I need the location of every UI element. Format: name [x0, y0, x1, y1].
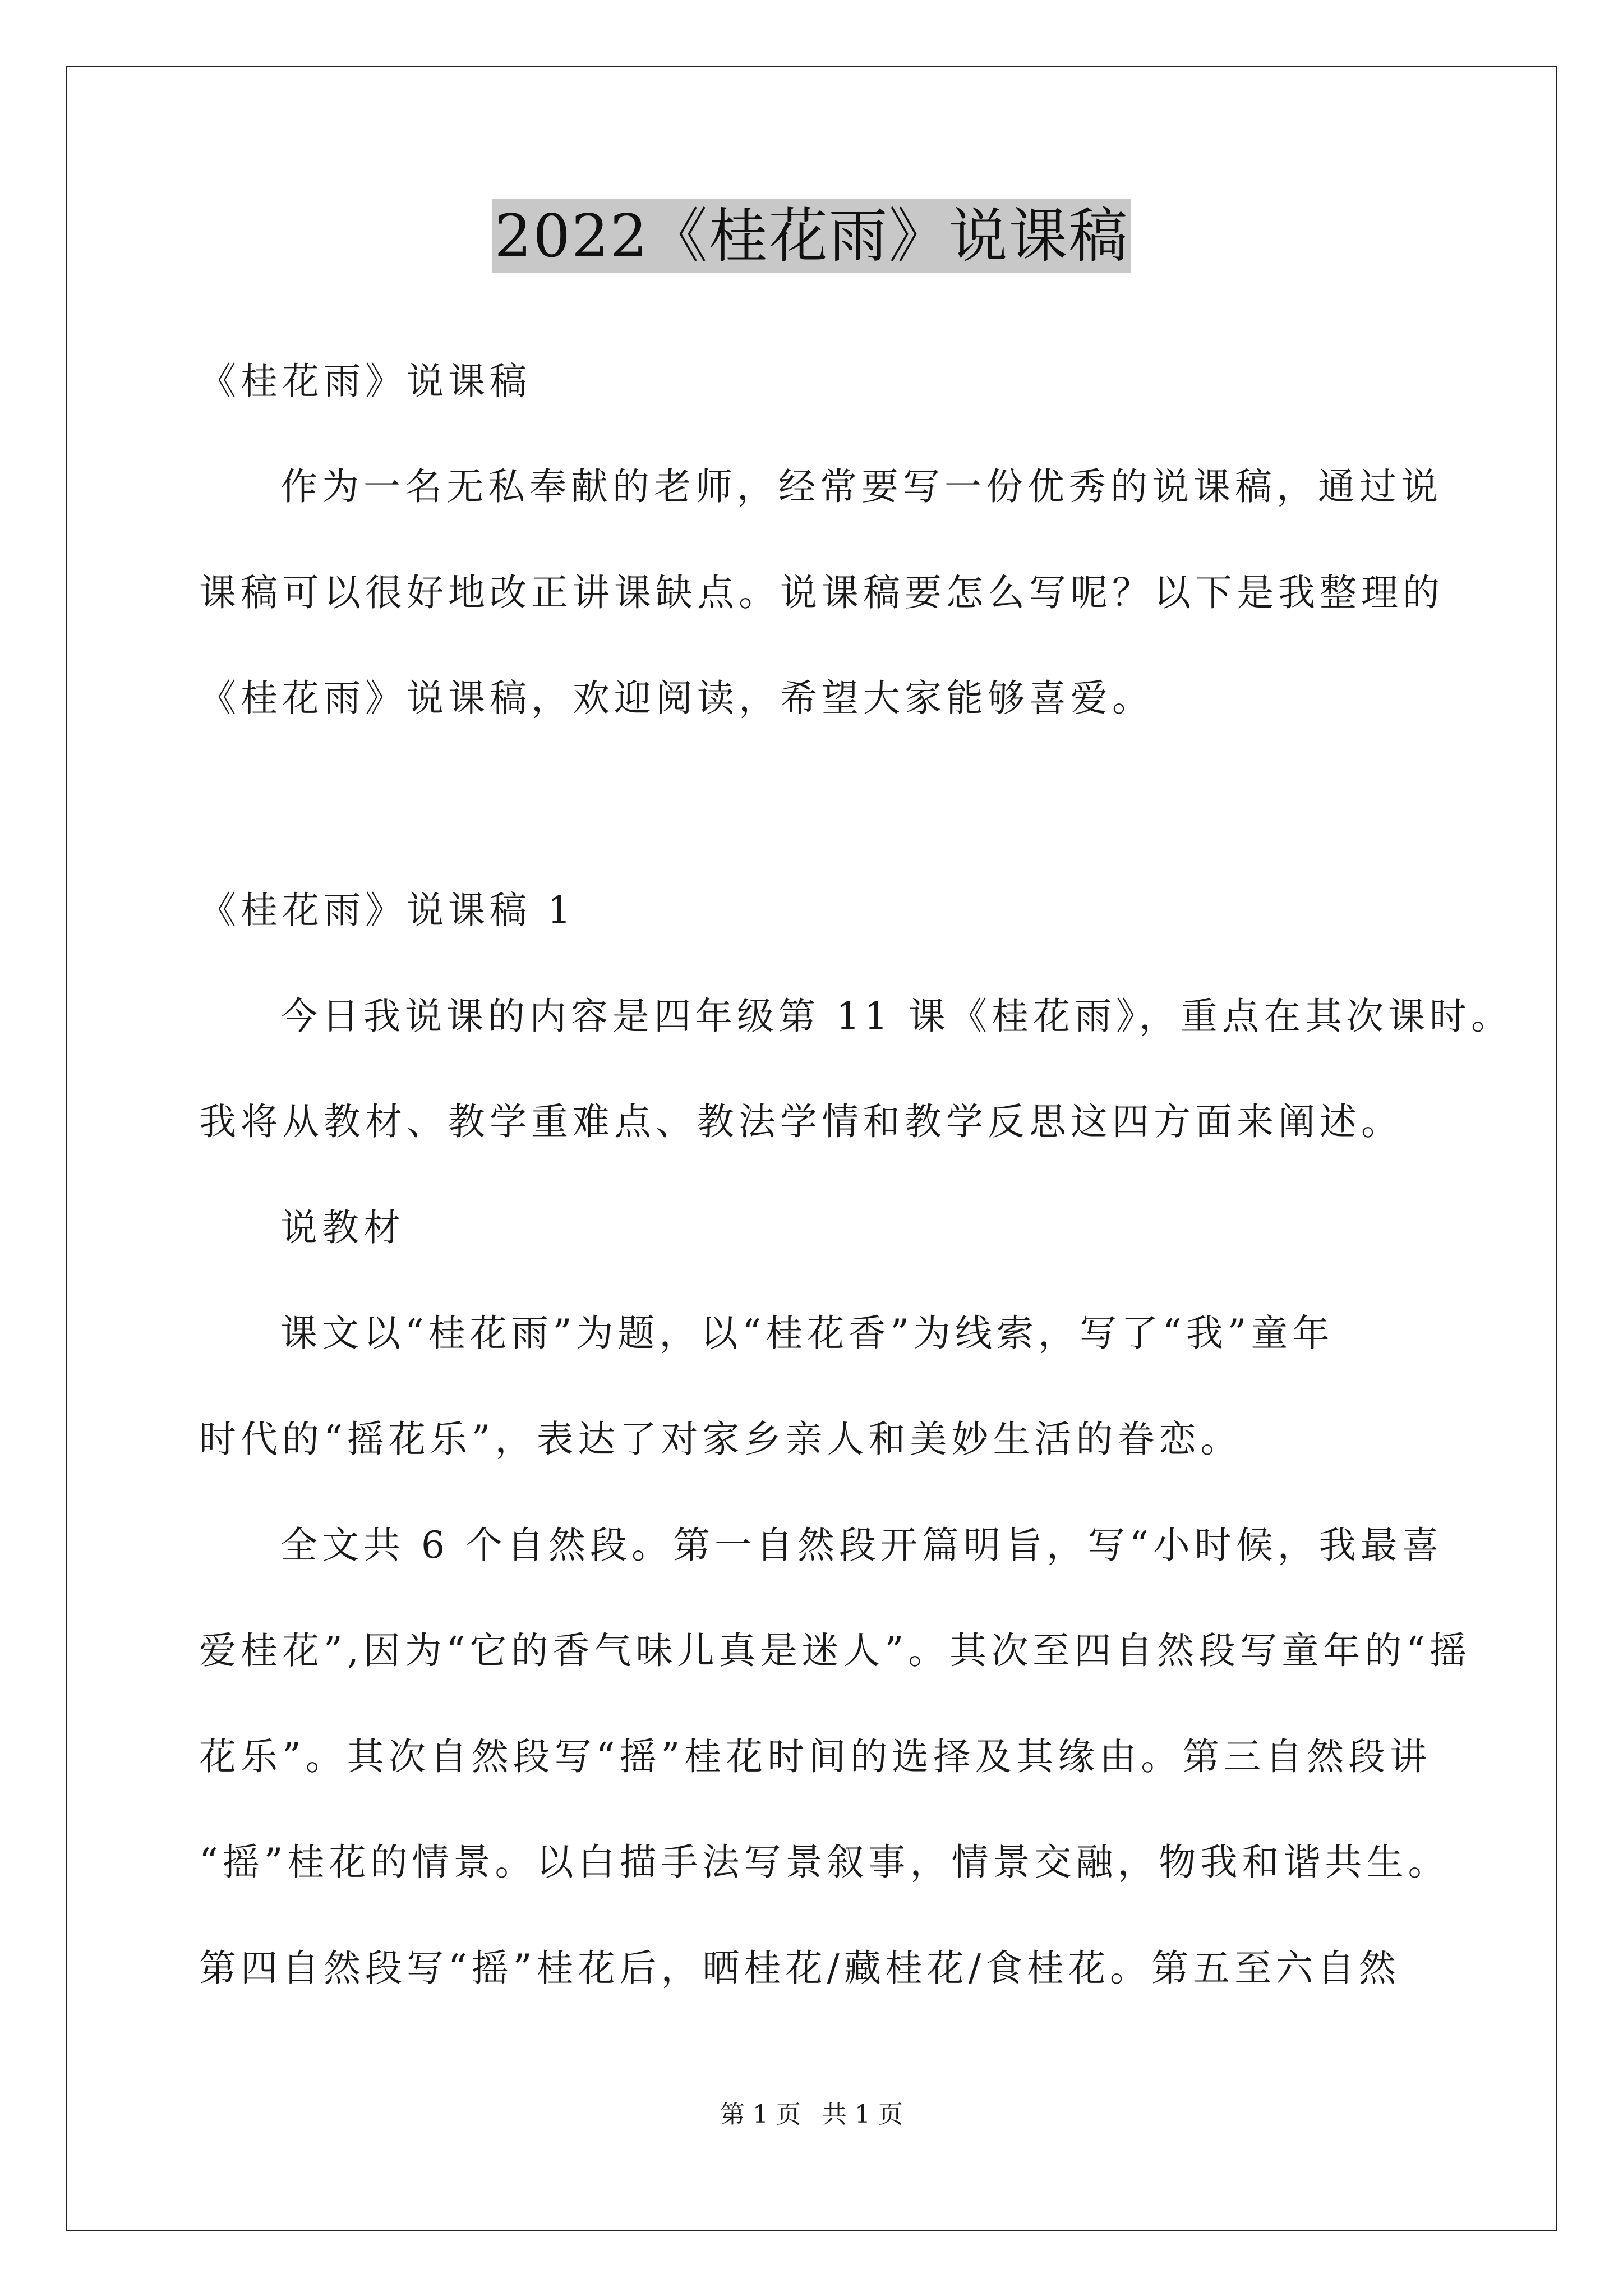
paragraph-line: 爱桂花”,因为“它的香气味儿真是迷人”。其次至四自然段写童年的“摇 — [199, 1629, 1471, 1672]
paragraph-line: 《桂花雨》说课稿，欢迎阅读，希望大家能够喜爱。 — [199, 677, 1154, 720]
document-title: 2022《桂花雨》说课稿 — [492, 199, 1131, 273]
page-footer — [0, 2098, 1623, 2132]
paragraph-line: 花乐”。其次自然段写“摇”桂花时间的选择及其缘由。第三自然段讲 — [199, 1735, 1432, 1778]
subtitle-heading: 《桂花雨》说课稿 — [199, 360, 531, 403]
paragraph-line: 全文共 6 个自然段。第一自然段开篇明旨，写“小时候，我最喜 — [280, 1524, 1444, 1567]
section-subheading: 说教材 — [280, 1206, 405, 1249]
paragraph-line: 作为一名无私奉献的老师，经常要写一份优秀的说课稿，通过说 — [280, 465, 1442, 508]
paragraph-line: “摇”桂花的情景。以白描手法写景叙事，情景交融，物我和谐共生。 — [199, 1841, 1450, 1884]
section-heading: 《桂花雨》说课稿 1 — [199, 889, 575, 932]
page-total: 共 1 页 — [822, 2100, 903, 2129]
paragraph-line: 课稿可以很好地改正讲课缺点。说课稿要怎么写呢？以下是我整理的 — [199, 571, 1444, 614]
paragraph-line: 我将从教材、教学重难点、教法学情和教学反思这四方面来阐述。 — [199, 1100, 1403, 1143]
title-wrap — [0, 199, 1623, 273]
paragraph-line: 第四自然段写“摇”桂花后，晒桂花/藏桂花/食桂花。第五至六自然 — [199, 1947, 1400, 1990]
paragraph-line: 时代的“摇花乐”，表达了对家乡亲人和美妙生活的眷恋。 — [199, 1418, 1242, 1461]
paragraph-line: 今日我说课的内容是四年级第 11 课《桂花雨》，重点在其次课时。 — [280, 995, 1513, 1038]
paragraph-line: 课文以“桂花雨”为题，以“桂花香”为线索，写了“我”童年 — [280, 1312, 1334, 1355]
page-number: 第 1 页 — [720, 2100, 801, 2129]
